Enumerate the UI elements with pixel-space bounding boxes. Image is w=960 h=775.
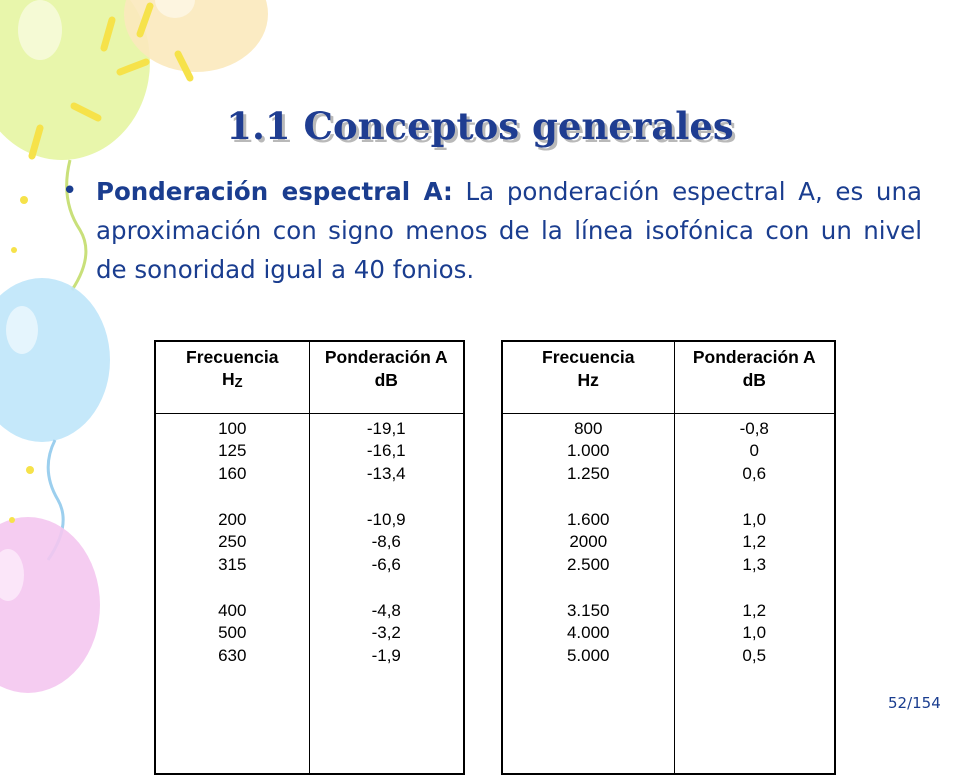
weighting-cell: -10,9 (366, 509, 406, 529)
weighting-cell: -8,6 (371, 532, 401, 552)
weighting-table-high-frequencies (501, 340, 836, 775)
pink-balloon (0, 517, 100, 693)
frequency-cell: 1.000 (566, 441, 610, 461)
header-weighting (309, 341, 464, 413)
frequency-cell: 800 (574, 418, 603, 438)
weighting-cell: -3,2 (371, 623, 401, 643)
header-weighting-unit: dB (742, 369, 766, 390)
blue-balloon (0, 278, 110, 560)
weighting-cell: -0,8 (739, 418, 769, 438)
weighting-cell: 0,6 (742, 463, 767, 483)
row-gap (310, 577, 464, 600)
bullet-text: La ponderación espectral A, es una aproximación con signo menos de la línea isofónica con un nivel de sonoridad igual a 40 fonios. (96, 177, 922, 284)
weighting-cell: -16,1 (366, 441, 406, 461)
header-weighting (674, 341, 835, 413)
frequency-cell: 160 (218, 463, 247, 483)
frequency-cell: 315 (218, 555, 247, 575)
row-gap (675, 577, 835, 600)
unit-letter: H (221, 368, 235, 389)
frequency-cell: 1.600 (566, 509, 610, 529)
weighting-cell: 1,0 (742, 509, 767, 529)
header-frequency-label: Frecuencia (542, 347, 635, 367)
frequency-cell: 500 (218, 623, 247, 643)
header-frequency-unit: Hz (577, 369, 599, 390)
weighting-cell: 1,2 (742, 600, 767, 620)
row-gap (310, 486, 464, 509)
frequency-cell: 250 (218, 532, 247, 552)
header-frequency (502, 341, 674, 413)
frequency-cell: 3.150 (566, 600, 610, 620)
header-weighting-unit: dB (374, 369, 398, 390)
weighting-cell: 1,2 (742, 532, 767, 552)
weighting-cell: 1,3 (742, 555, 767, 575)
frequency-cell: 5.000 (566, 646, 610, 666)
weighting-table-low-frequencies (154, 340, 465, 775)
bullet-paragraph (96, 172, 922, 289)
frequency-cell: 100 (218, 418, 247, 438)
row-gap (156, 486, 309, 509)
frequency-cell: 125 (218, 441, 247, 461)
weighting-cell: 0 (749, 441, 759, 461)
weighting-cell: -13,4 (366, 463, 406, 483)
row-gap (503, 577, 674, 600)
frequency-cell: 4.000 (566, 623, 610, 643)
row-gap (503, 486, 674, 509)
weighting-cell: -1,9 (371, 646, 401, 666)
frequency-cell: 1.250 (566, 463, 610, 483)
frequency-cell: 630 (218, 646, 247, 666)
slide-title: 1.1 Conceptos generales (226, 104, 734, 148)
bullet-term: Ponderación espectral A: (96, 177, 453, 206)
header-frequency (155, 341, 309, 413)
row-gap (156, 577, 309, 600)
frequency-cell: 2.500 (566, 555, 610, 575)
frequency-cell: 200 (218, 509, 247, 529)
weighting-cell: -6,6 (371, 555, 401, 575)
weighting-cell: 1,0 (742, 623, 767, 643)
weighting-cell: -19,1 (366, 418, 406, 438)
header-frequency-unit (222, 369, 243, 389)
header-frequency-label: Frecuencia (186, 347, 279, 367)
unit-subscript: Z (234, 374, 243, 390)
bullet-marker: • (62, 176, 78, 206)
weighting-cell: 0,5 (742, 646, 767, 666)
header-weighting-label: Ponderación A (692, 347, 816, 367)
page-number: 52/154 (888, 694, 941, 712)
row-gap (675, 486, 835, 509)
frequency-cell: 400 (218, 600, 247, 620)
frequency-cell: 2000 (569, 532, 608, 552)
weighting-cell: -4,8 (371, 600, 401, 620)
header-weighting-label: Ponderación A (324, 347, 448, 367)
